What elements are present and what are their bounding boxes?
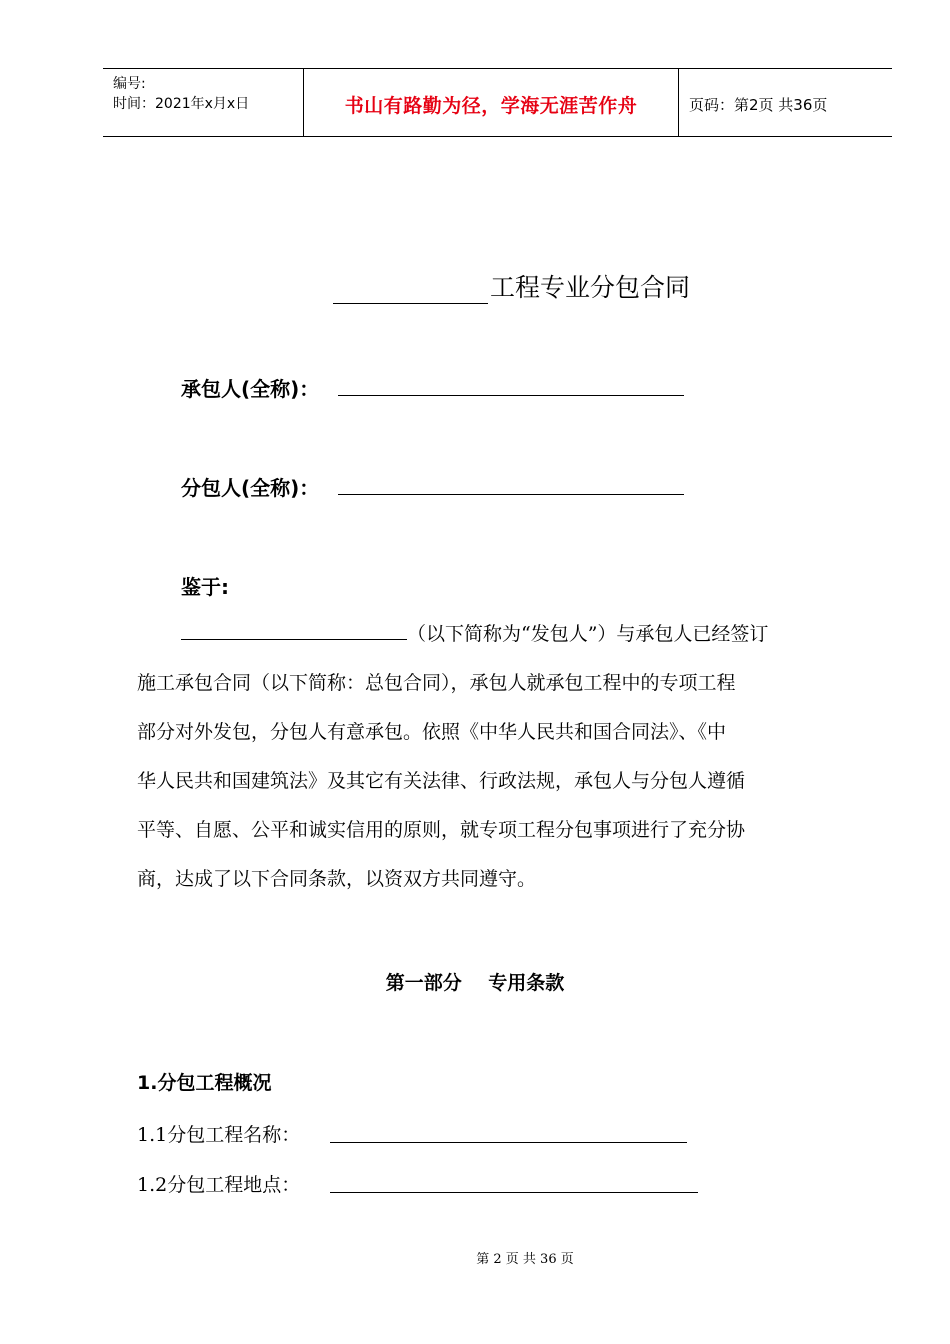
title-blank-line — [333, 275, 488, 304]
number-label: 编号: — [113, 76, 146, 92]
whereas-label: 鉴于: — [181, 575, 229, 599]
item-project-name — [137, 1120, 300, 1147]
paragraph-line-3: 部分对外发包，分包人有意承包。依照《中华人民共和国合同法》、《中 — [137, 721, 727, 743]
item-project-name-label: 1.1分包工程名称： — [137, 1124, 301, 1146]
time-label: 时间：2021年x月x日 — [113, 96, 250, 112]
header-motto-cell — [304, 69, 679, 136]
document-title — [333, 268, 690, 304]
subcontractor-field — [181, 472, 319, 501]
subcontractor-blank-line — [338, 493, 684, 495]
project-location-blank-line — [330, 1191, 698, 1193]
page-footer: 第 2 页 共 36 页 — [476, 1252, 574, 1267]
paragraph-line-6: 商，达成了以下合同条款，以资双方共同遵守。 — [137, 868, 537, 890]
item-project-location — [137, 1170, 300, 1197]
heading-subcontract-overview: 1.分包工程概况 — [137, 1072, 272, 1094]
subcontractor-label: 分包人(全称)： — [181, 476, 320, 500]
page-header — [103, 68, 892, 137]
contractor-blank-line — [338, 394, 684, 396]
paragraph-line-4: 华人民共和国建筑法》及其它有关法律、行政法规，承包人与分包人遵循 — [137, 770, 746, 792]
paragraph-line-5: 平等、自愿、公平和诚实信用的原则，就专项工程分包事项进行了充分协 — [137, 819, 746, 841]
header-page-cell — [679, 69, 892, 136]
page-code: 页码：第2页 共36页 — [689, 96, 828, 114]
item-project-location-label: 1.2分包工程地点： — [137, 1174, 301, 1196]
title-text: 工程专业分包合同 — [490, 273, 691, 302]
paragraph-line-1 — [181, 610, 768, 659]
header-meta-cell — [103, 69, 304, 136]
paragraph-line-1-text: （以下简称为“发包人”）与承包人已经签订 — [407, 623, 769, 645]
paragraph-line-2: 施工承包合同（以下简称：总包合同），承包人就承包工程中的专项工程 — [137, 672, 736, 694]
section-title: 第一部分 专用条款 — [385, 972, 565, 994]
contractor-field — [181, 373, 319, 402]
project-name-blank-line — [330, 1141, 687, 1143]
employer-blank-line — [181, 619, 407, 640]
motto: 书山有路勤为径，学海无涯苦作舟 — [344, 95, 638, 117]
preamble-paragraph — [137, 610, 861, 910]
contractor-label: 承包人(全称)： — [181, 377, 320, 401]
